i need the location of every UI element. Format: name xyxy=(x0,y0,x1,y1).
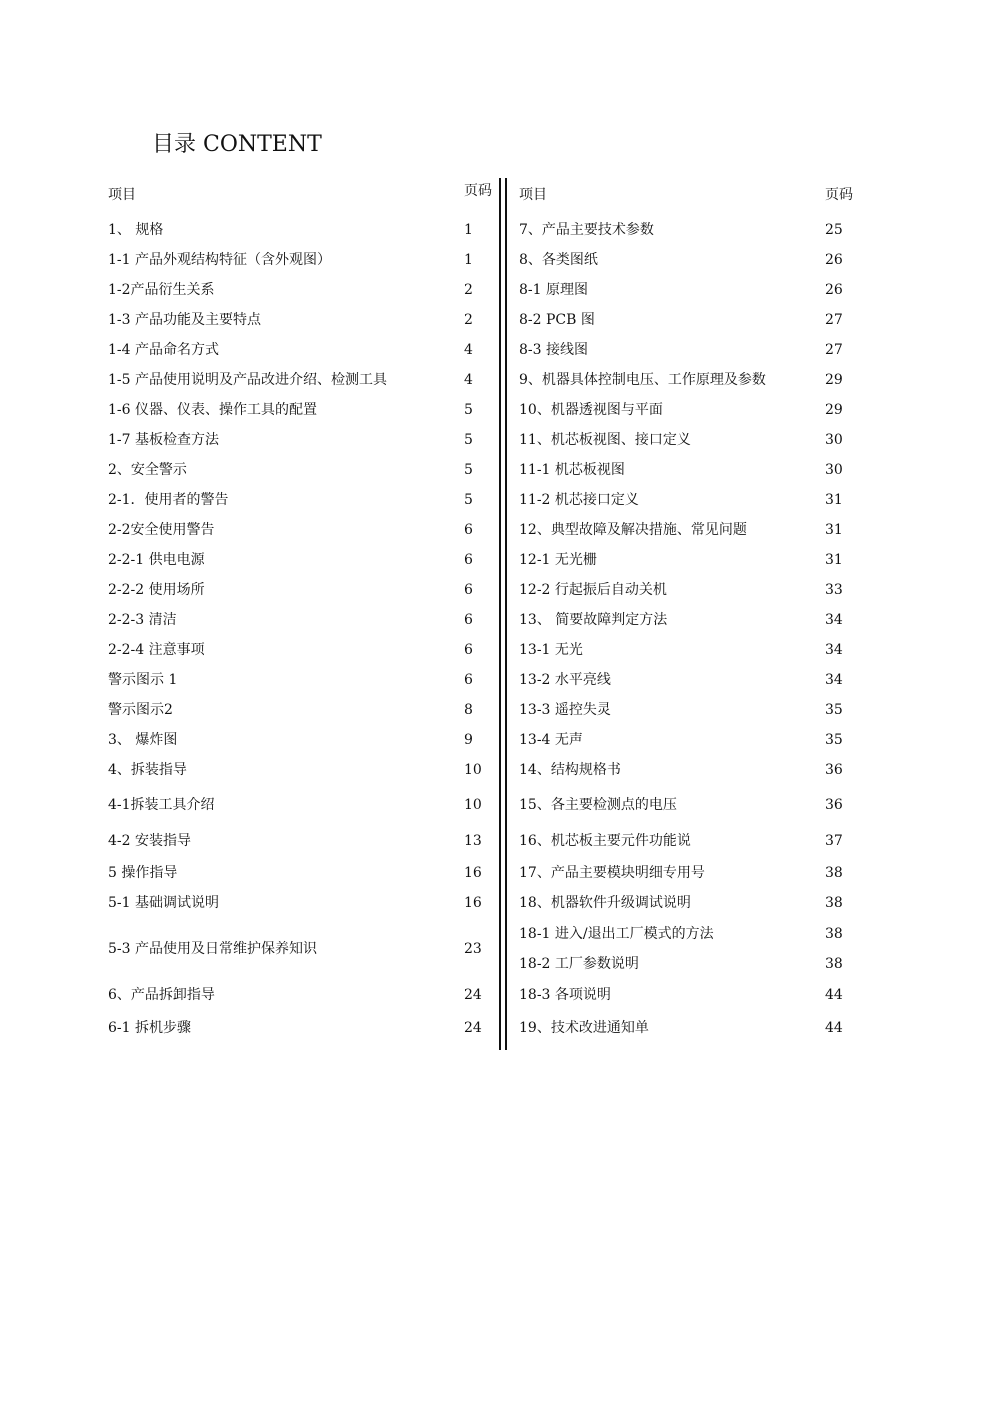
right-header-page: 页码 xyxy=(825,187,853,203)
right-toc-entry-label[interactable]: 18-2 工厂参数说明 xyxy=(519,956,639,972)
right-toc-entry-label[interactable]: 18、机器软件升级调试说明 xyxy=(519,895,691,911)
left-toc-entry-label[interactable]: 1-3 产品功能及主要特点 xyxy=(108,312,261,328)
left-toc-entry-page: 13 xyxy=(464,833,482,849)
right-toc-entry-page: 38 xyxy=(825,865,843,881)
left-toc-entry-page: 1 xyxy=(464,222,473,238)
right-toc-entry-label[interactable]: 7、产品主要技术参数 xyxy=(519,222,654,238)
left-toc-entry-page: 5 xyxy=(464,462,473,478)
left-toc-entry-label[interactable]: 6-1 拆机步骤 xyxy=(108,1020,191,1036)
left-toc-entry-label[interactable]: 2-2-4 注意事项 xyxy=(108,642,205,658)
left-toc-entry-page: 23 xyxy=(464,941,482,957)
left-toc-entry-label[interactable]: 3、 爆炸图 xyxy=(108,732,178,748)
left-toc-entry-page: 24 xyxy=(464,987,482,1003)
right-toc-entry-label[interactable]: 18-3 各项说明 xyxy=(519,987,611,1003)
right-toc-entry-label[interactable]: 12-1 无光栅 xyxy=(519,552,597,568)
right-toc-entry-label[interactable]: 13-3 遥控失灵 xyxy=(519,702,611,718)
right-toc-entry-label[interactable]: 13、 简要故障判定方法 xyxy=(519,612,668,628)
left-toc-entry-label[interactable]: 1-6 仪器、仪表、操作工具的配置 xyxy=(108,402,317,418)
left-toc-entry-page: 6 xyxy=(464,552,473,568)
left-toc-entry-label[interactable]: 警示图示 1 xyxy=(108,672,178,688)
left-toc-entry-label[interactable]: 2-1．使用者的警告 xyxy=(108,492,229,508)
left-toc-entry-page: 16 xyxy=(464,865,482,881)
right-toc-entry-page: 34 xyxy=(825,642,843,658)
right-toc-entry-page: 29 xyxy=(825,372,843,388)
right-toc-entry-label[interactable]: 12、典型故障及解决措施、常见问题 xyxy=(519,522,747,538)
left-toc-entry-page: 5 xyxy=(464,402,473,418)
left-toc-entry-page: 6 xyxy=(464,522,473,538)
right-toc-entry-page: 36 xyxy=(825,797,843,813)
left-toc-entry-label[interactable]: 2-2-3 清洁 xyxy=(108,612,177,628)
left-toc-entry-page: 16 xyxy=(464,895,482,911)
left-toc-entry-label[interactable]: 1-1 产品外观结构特征（含外观图） xyxy=(108,252,331,268)
right-toc-entry-page: 35 xyxy=(825,702,843,718)
left-toc-entry-label[interactable]: 2-2安全使用警告 xyxy=(108,522,215,538)
right-toc-entry-page: 34 xyxy=(825,672,843,688)
left-toc-entry-label[interactable]: 1-5 产品使用说明及产品改进介绍、检测工具 xyxy=(108,372,387,388)
left-toc-entry-page: 2 xyxy=(464,282,473,298)
left-toc-entry-page: 4 xyxy=(464,342,473,358)
left-toc-entry-page: 2 xyxy=(464,312,473,328)
left-toc-entry-label[interactable]: 2-2-2 使用场所 xyxy=(108,582,205,598)
right-toc-entry-page: 38 xyxy=(825,926,843,942)
left-toc-entry-label[interactable]: 2-2-1 供电电源 xyxy=(108,552,205,568)
left-toc-entry-page: 8 xyxy=(464,702,473,718)
left-toc-entry-page: 6 xyxy=(464,672,473,688)
left-toc-entry-page: 10 xyxy=(464,797,482,813)
left-toc-entry-label[interactable]: 2、安全警示 xyxy=(108,462,187,478)
right-toc-entry-label[interactable]: 16、机芯板主要元件功能说 xyxy=(519,833,691,849)
right-toc-entry-page: 38 xyxy=(825,956,843,972)
right-toc-entry-page: 31 xyxy=(825,492,843,508)
right-toc-entry-label[interactable]: 12-2 行起振后自动关机 xyxy=(519,582,667,598)
right-toc-entry-page: 38 xyxy=(825,895,843,911)
right-toc-entry-label[interactable]: 8-2 PCB 图 xyxy=(519,312,595,328)
right-toc-entry-page: 25 xyxy=(825,222,843,238)
left-toc-entry-label[interactable]: 5-1 基础调试说明 xyxy=(108,895,219,911)
right-toc-entry-page: 34 xyxy=(825,612,843,628)
left-toc-entry-label[interactable]: 1-2产品衍生关系 xyxy=(108,282,215,298)
left-toc-entry-label[interactable]: 4-2 安装指导 xyxy=(108,833,191,849)
right-toc-entry-label[interactable]: 10、机器透视图与平面 xyxy=(519,402,663,418)
left-header-page: 页码 xyxy=(464,183,492,199)
left-toc-entry-label[interactable]: 4、拆装指导 xyxy=(108,762,187,778)
left-toc-entry-page: 5 xyxy=(464,432,473,448)
right-toc-entry-label[interactable]: 13-4 无声 xyxy=(519,732,583,748)
right-toc-entry-page: 29 xyxy=(825,402,843,418)
left-toc-entry-page: 6 xyxy=(464,642,473,658)
right-toc-entry-label[interactable]: 18-1 进入/退出工厂模式的方法 xyxy=(519,926,714,942)
right-toc-entry-label[interactable]: 8、各类图纸 xyxy=(519,252,598,268)
left-toc-entry-page: 6 xyxy=(464,612,473,628)
right-toc-entry-page: 30 xyxy=(825,432,843,448)
right-toc-entry-page: 30 xyxy=(825,462,843,478)
right-toc-entry-page: 36 xyxy=(825,762,843,778)
right-toc-entry-label[interactable]: 8-1 原理图 xyxy=(519,282,588,298)
right-toc-entry-label[interactable]: 11、机芯板视图、接口定义 xyxy=(519,432,691,448)
right-header-item: 项目 xyxy=(519,187,547,203)
right-toc-entry-label[interactable]: 13-1 无光 xyxy=(519,642,583,658)
right-toc-entry-label[interactable]: 17、产品主要模块明细专用号 xyxy=(519,865,705,881)
right-toc-entry-page: 26 xyxy=(825,282,843,298)
right-toc-entry-page: 31 xyxy=(825,552,843,568)
left-toc-entry-label[interactable]: 1、 规格 xyxy=(108,222,164,238)
right-toc-entry-page: 44 xyxy=(825,987,843,1003)
right-toc-entry-page: 33 xyxy=(825,582,843,598)
right-toc-entry-label[interactable]: 15、各主要检测点的电压 xyxy=(519,797,677,813)
left-toc-entry-page: 1 xyxy=(464,252,473,268)
right-toc-entry-label[interactable]: 11-1 机芯板视图 xyxy=(519,462,625,478)
right-toc-entry-page: 26 xyxy=(825,252,843,268)
left-toc-entry-label[interactable]: 1-4 产品命名方式 xyxy=(108,342,219,358)
left-toc-entry-page: 5 xyxy=(464,492,473,508)
right-toc-entry-label[interactable]: 13-2 水平亮线 xyxy=(519,672,611,688)
left-toc-entry-label[interactable]: 5 操作指导 xyxy=(108,865,178,881)
right-toc-entry-label[interactable]: 8-3 接线图 xyxy=(519,342,588,358)
right-toc-entry-page: 27 xyxy=(825,342,843,358)
left-toc-entry-label[interactable]: 5-3 产品使用及日常维护保养知识 xyxy=(108,941,317,957)
right-toc-entry-page: 27 xyxy=(825,312,843,328)
right-toc-entry-label[interactable]: 19、技术改进通知单 xyxy=(519,1020,649,1036)
right-toc-entry-page: 35 xyxy=(825,732,843,748)
right-toc-entry-page: 37 xyxy=(825,833,843,849)
right-toc-entry-page: 31 xyxy=(825,522,843,538)
right-toc-entry-page: 44 xyxy=(825,1020,843,1036)
left-toc-entry-page: 9 xyxy=(464,732,473,748)
left-toc-entry-label[interactable]: 警示图示2 xyxy=(108,702,173,718)
left-toc-entry-page: 10 xyxy=(464,762,482,778)
page-title: 目录 CONTENT xyxy=(152,132,322,157)
left-toc-entry-label[interactable]: 4-1拆装工具介绍 xyxy=(108,797,215,813)
left-toc-entry-label[interactable]: 1-7 基板检查方法 xyxy=(108,432,219,448)
right-toc-entry-label[interactable]: 11-2 机芯接口定义 xyxy=(519,492,639,508)
left-toc-entry-page: 6 xyxy=(464,582,473,598)
right-toc-entry-label[interactable]: 9、机器具体控制电压、工作原理及参数 xyxy=(519,372,766,388)
right-toc-entry-label[interactable]: 14、结构规格书 xyxy=(519,762,621,778)
left-header-item: 项目 xyxy=(108,187,136,203)
left-toc-entry-label[interactable]: 6、产品拆卸指导 xyxy=(108,987,215,1003)
left-toc-entry-page: 4 xyxy=(464,372,473,388)
left-toc-entry-page: 24 xyxy=(464,1020,482,1036)
